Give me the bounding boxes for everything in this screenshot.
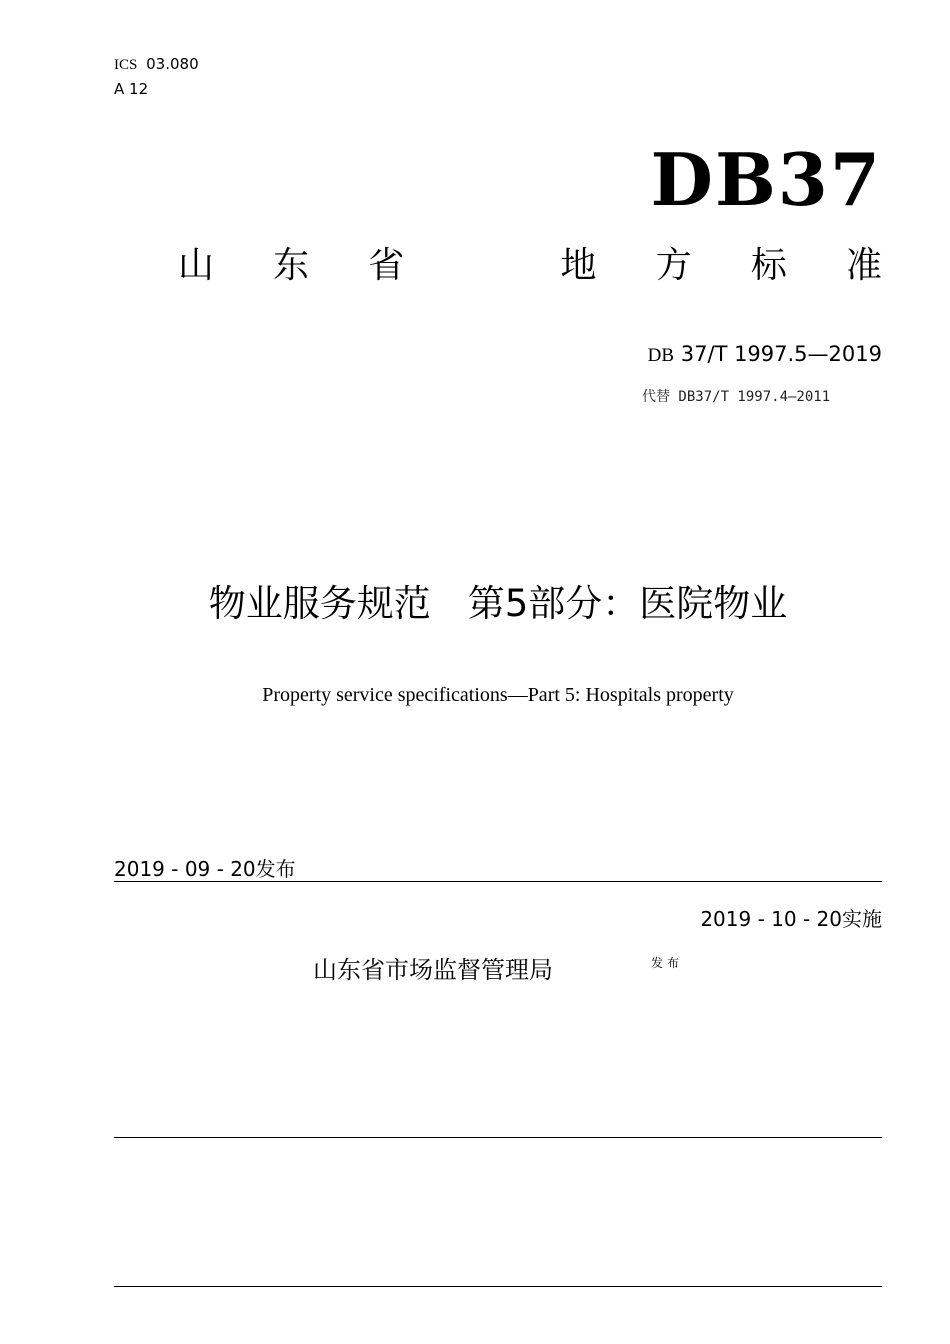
replaces-standard: 代替 DB37/T 1997.4—2011 bbox=[642, 389, 831, 405]
std-type-char: 方 bbox=[655, 245, 692, 286]
title-chinese: 物业服务规范 第5部分：医院物业 bbox=[208, 582, 788, 625]
issue-date: 2019 - 09 - 20发布 bbox=[114, 857, 296, 881]
std-type-char: 东 bbox=[273, 245, 310, 286]
std-type-char: 山 bbox=[178, 245, 215, 286]
implementation-date: 2019 - 10 - 20实施 bbox=[700, 907, 882, 931]
std-type-char: 地 bbox=[560, 245, 597, 286]
ics-classification bbox=[114, 55, 199, 74]
db-logo: DB37 bbox=[650, 137, 882, 222]
std-type-char: 标 bbox=[750, 245, 787, 286]
issuer-name: 山东省市场监督管理局 bbox=[313, 956, 553, 984]
standard-number-prefix: DB bbox=[647, 345, 675, 366]
ics-number: 03.080 bbox=[146, 55, 199, 73]
ics-prefix: ICS bbox=[114, 57, 138, 73]
divider-line bbox=[114, 1286, 882, 1287]
std-type-char: 省 bbox=[368, 245, 405, 286]
std-type-char: 准 bbox=[845, 245, 882, 286]
standard-number bbox=[648, 340, 882, 370]
standard-number-value: 37/T 1997.5—2019 bbox=[680, 342, 882, 366]
issuer-suffix: 发布 bbox=[651, 956, 684, 970]
divider-line bbox=[114, 881, 882, 882]
divider-line bbox=[114, 1137, 882, 1138]
std-type-gap bbox=[463, 242, 501, 290]
standard-type-heading bbox=[178, 242, 882, 290]
ccs-code: A 12 bbox=[114, 80, 149, 98]
title-english: Property service specifications—Part 5: Hospitals property bbox=[262, 684, 734, 706]
